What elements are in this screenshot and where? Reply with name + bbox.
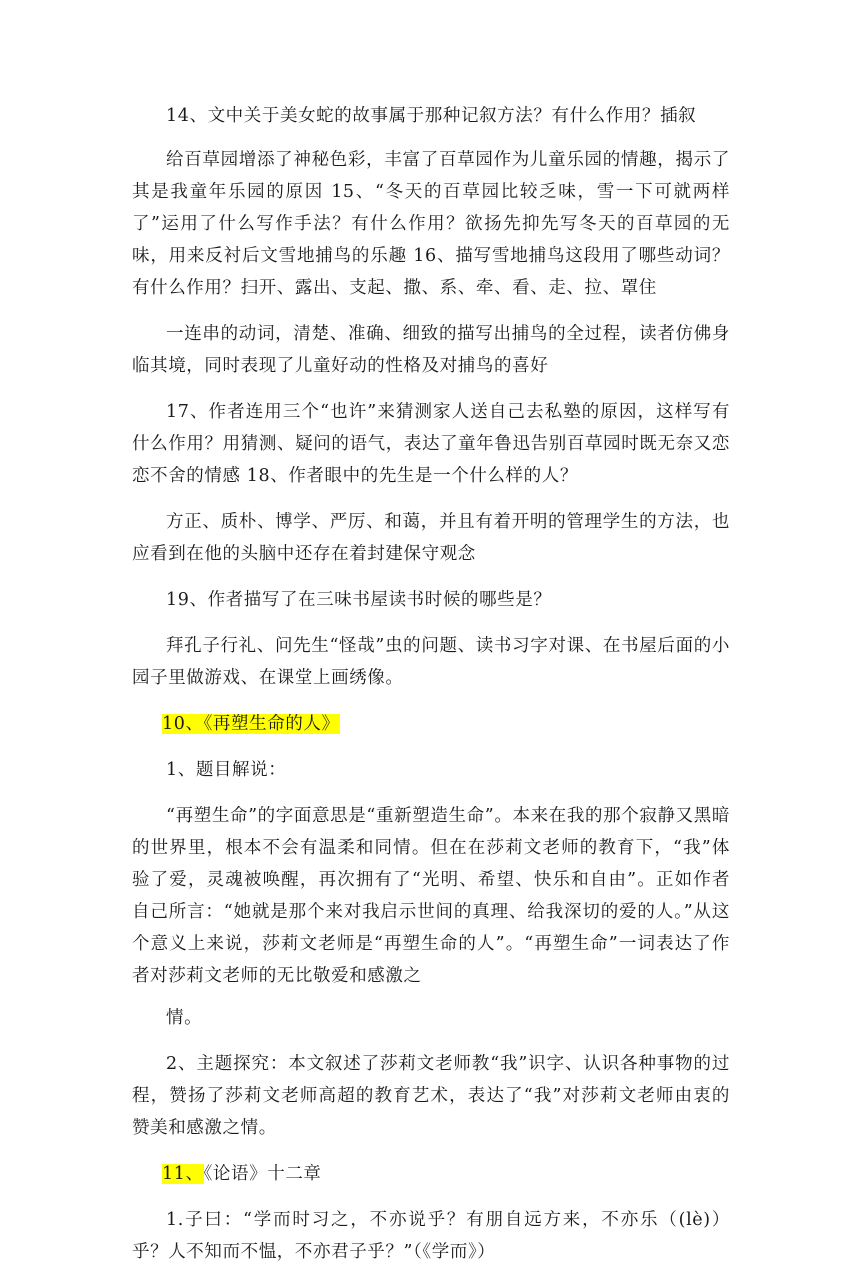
question-17-18: 17、作者连用三个“也许”来猜测家人送自己去私塾的原因，这样写有什么作用？用猜测、疑问的语气，表达了童年鲁迅告别百草园时既无奈又恋恋不舍的情感 18、作者眼中的先生是一个什么样的人？ <box>132 402 730 486</box>
question-19: 19、作者描写了在三味书屋读书时候的哪些是？ <box>166 590 552 610</box>
section-heading-10 <box>132 708 730 740</box>
section-heading-11-title: 《论语》十二章 <box>203 1164 322 1184</box>
answer-19: 拜孔子行礼、问先生“怪哉”虫的问题、读书习字对课、在书屋后面的小园子里做游戏、在课堂上画绣像。 <box>132 636 730 688</box>
title-explanation-end: 情。 <box>166 1008 203 1028</box>
document-page <box>132 100 730 1282</box>
title-explanation-label: 1、题目解说： <box>166 760 287 780</box>
answer-14-question-15-16: 给百草园增添了神秘色彩，丰富了百草园作为儿童乐园的情趣，揭示了其是我童年乐园的原因 15、“冬天的百草园比较乏味，雪一下可就两样了”运用了什么写作手法？有什么作用？欲扬先抑先写冬天的百草园的无味，用来反衬后文雪地捕鸟的乐趣 16、描写雪地捕鸟这段用了哪些动词？有什么作用？扫开、露出、支起、撒、系、牵、看、走、拉、罩住 <box>132 150 730 298</box>
answer-16: 一连串的动词，清楚、准确、细致的描写出捕鸟的全过程，读者仿佛身临其境，同时表现了儿童好动的性格及对捕鸟的喜好 <box>132 324 730 376</box>
analects-verse-1: 1.子曰：“学而时习之，不亦说乎？有朋自远方来，不亦乐（(lè)）乎？人不知而不愠，不亦君子乎？”（《学而》） <box>132 1210 730 1262</box>
title-explanation: “再塑生命”的字面意思是“重新塑造生命”。本来在我的那个寂静又黑暗的世界里，根本不会有温柔和同情。但在在莎莉文老师的教育下，“我”体验了爱，灵魂被唤醒，再次拥有了“光明、希望、快乐和自由”。正如作者自己所言：“她就是那个来对我启示世间的真理、给我深切的爱的人。”从这个意义上来说，莎莉文老师是“再塑生命的人”。“再塑生命”一词表达了作者对莎莉文老师的无比敬爱和感激之 <box>132 806 730 986</box>
question-14: 14、文中关于美女蛇的故事属于那种记叙方法？有什么作用？插叙 <box>166 106 697 126</box>
section-heading-11 <box>132 1158 730 1190</box>
theme-exploration: 2、主题探究：本文叙述了莎莉文老师教“我”识字、认识各种事物的过程，赞扬了莎莉文老师高超的教育艺术，表达了“我”对莎莉文老师由衷的赞美和感激之情。 <box>132 1054 730 1138</box>
section-heading-11-number: 11、 <box>162 1164 204 1184</box>
section-heading-10-text: 10、《再塑生命的人》 <box>162 714 340 734</box>
answer-18: 方正、质朴、博学、严厉、和蔼，并且有着开明的管理学生的方法，也应看到在他的头脑中还存在着封建保守观念 <box>132 512 730 564</box>
